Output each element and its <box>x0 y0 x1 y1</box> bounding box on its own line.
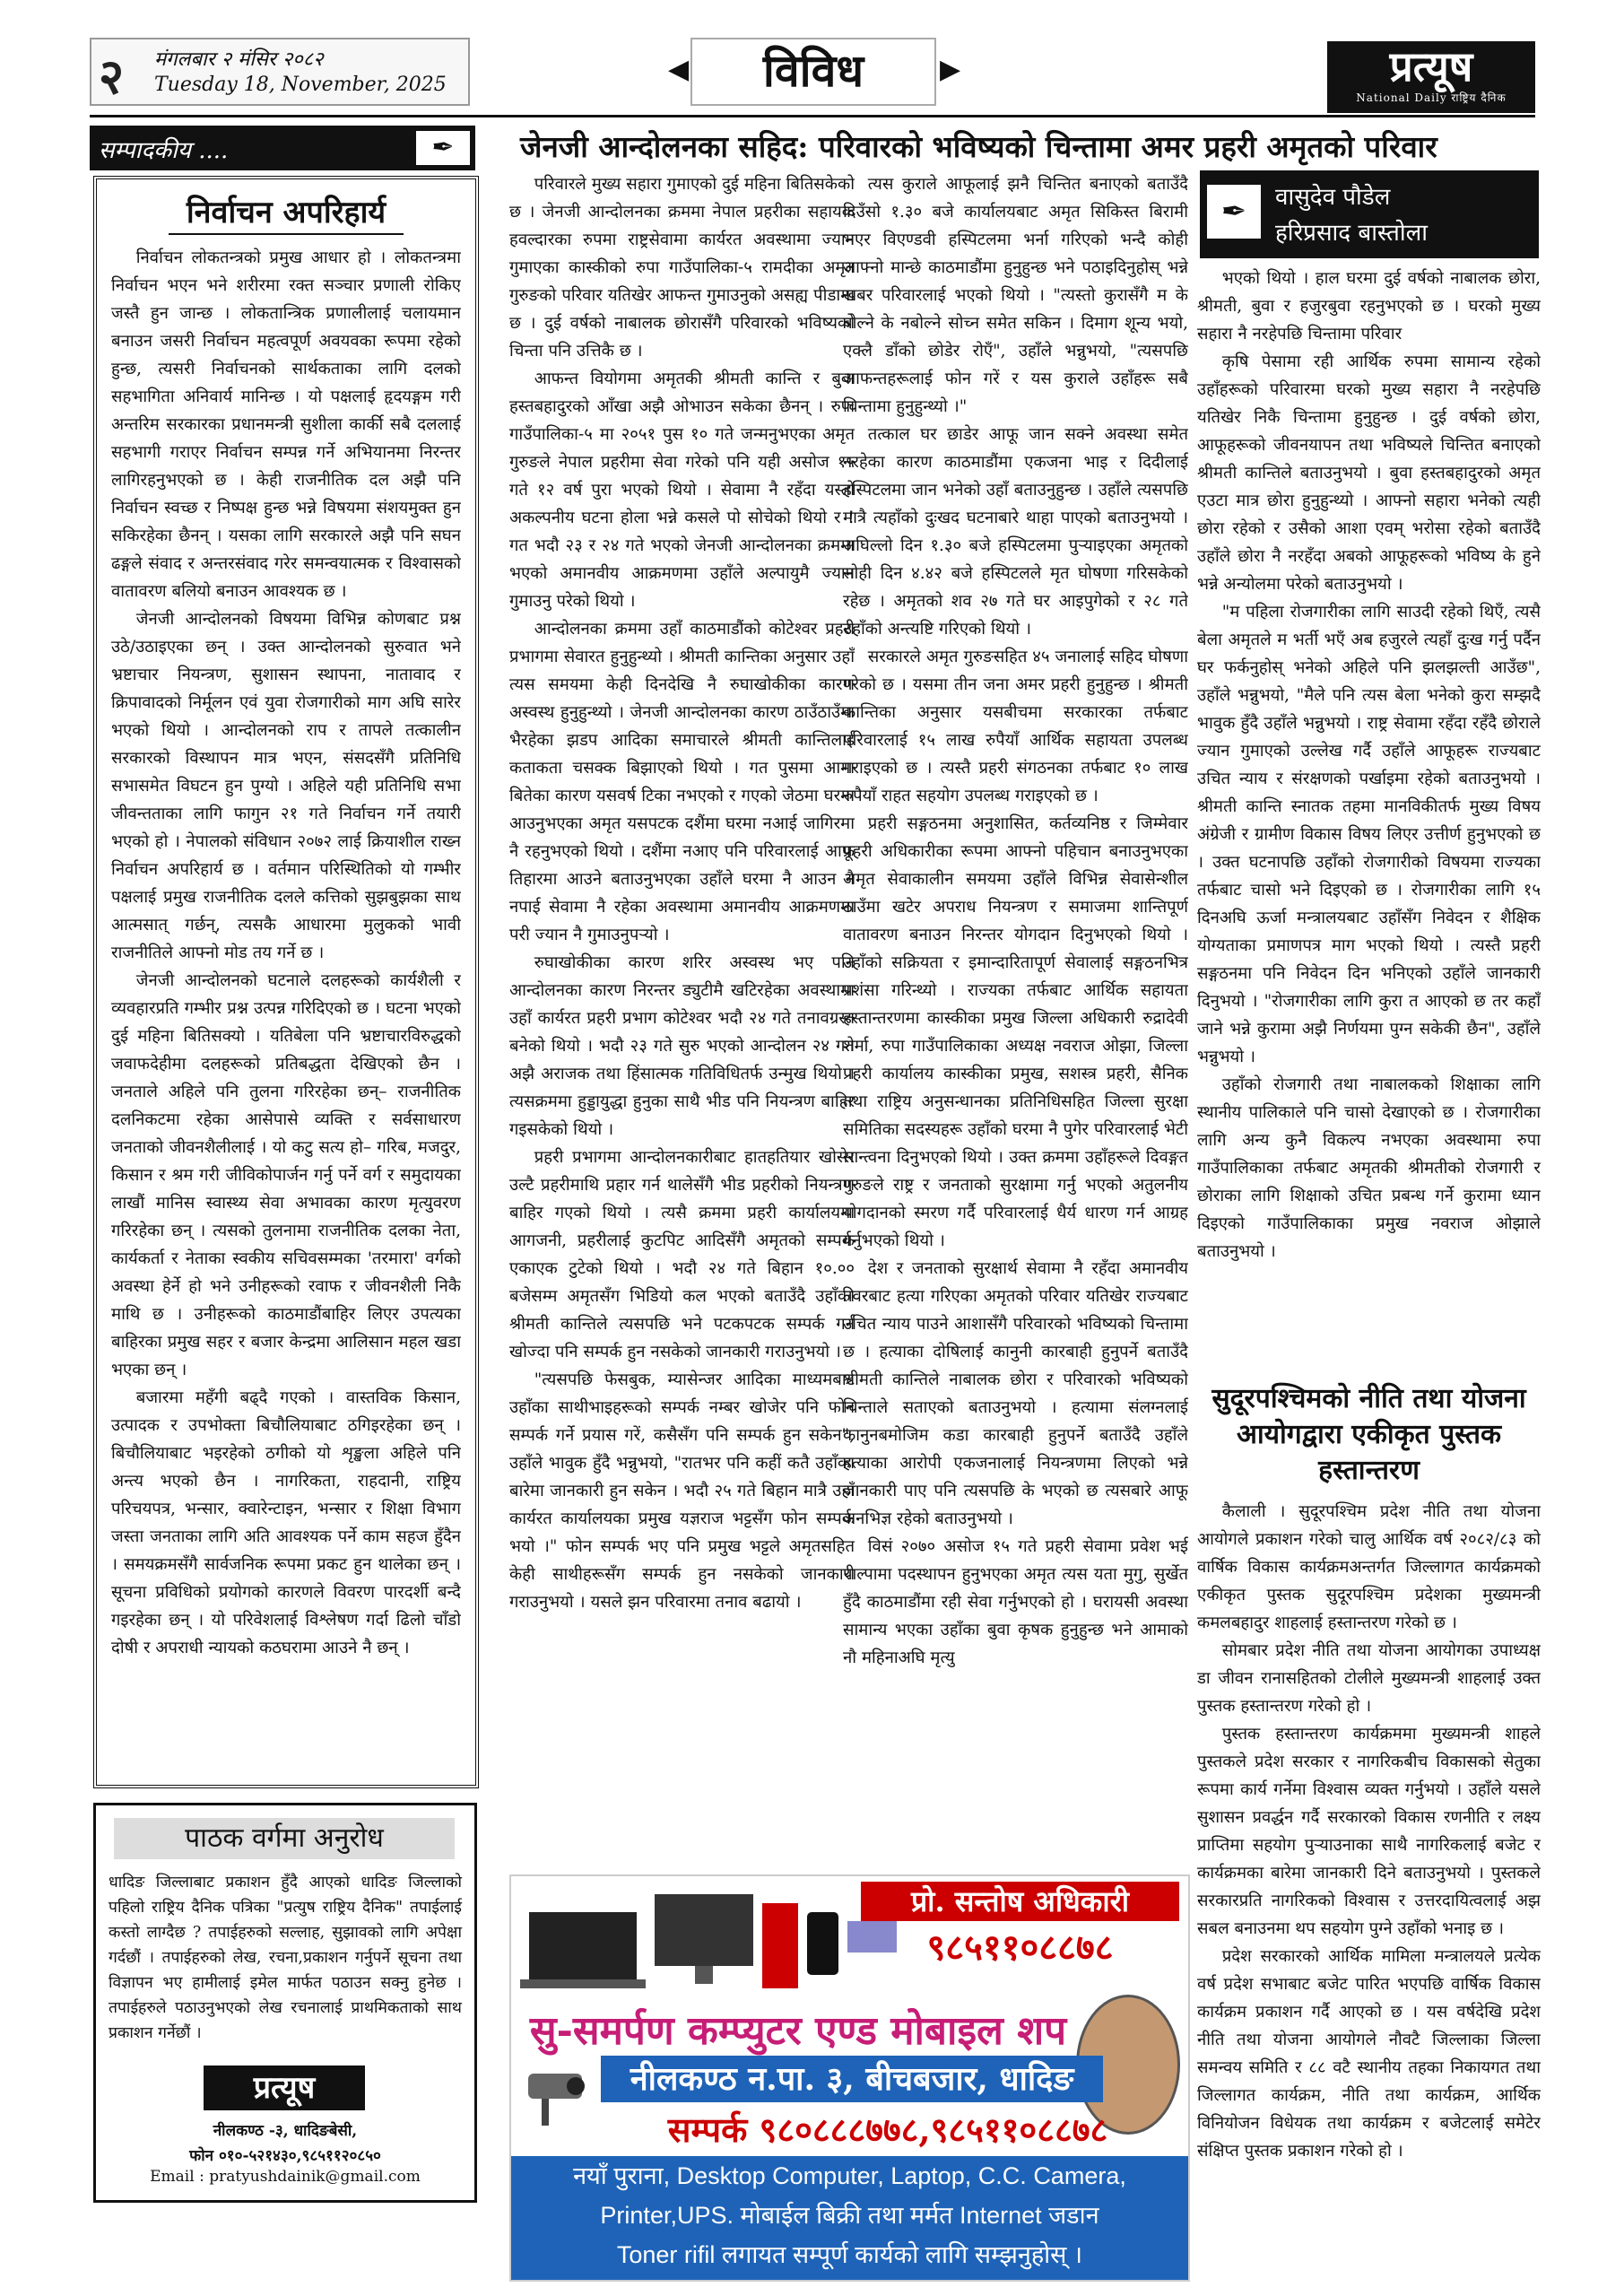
author-box <box>1200 170 1539 258</box>
editorial-label: सम्पादकीय .... <box>99 137 229 164</box>
date-english: Tuesday 18, November, 2025 <box>154 74 447 96</box>
ad-services <box>511 2156 1188 2280</box>
article-paragraph: उहाँको रोजगारी तथा नाबालकको शिक्षाका लागि स्थानीय पालिकाले पनि चासो देखाएको छ । रोजगारीका लागि अन्य कुनै विकल्प नभएका अवस्थामा रुपा गाउँपालिकाका तर्फबाट अमृतकी श्रीमतीको रोजगारी र छोराका लागि शिक्षाको उचित प्रबन्ध गर्ने कुरामा ध्यान दिइएको गाउँपालिकाका प्रमुख नवराज ओझाले बताउनुभयो । <box>1197 1075 1541 1261</box>
notice-email[interactable]: Email : pratyushdainik@gmail.com <box>150 2168 421 2186</box>
right-arrow-icon: ▶ <box>940 54 961 85</box>
ad-services-line: Toner rifil लगायत सम्पूर्ण कार्यको लागि सम्झनुहोस् । <box>616 2241 1083 2268</box>
editorial-paragraph: जेनजी आन्दोलनको विषयमा विभिन्न कोणबाट प्रश्न उठे/उठाइएका छन् । उक्त आन्दोलनको सुरुवात भने भ्रष्टाचार नियन्त्रण, सुशासन स्थापना, नातावाद र क्रिपावादको निर्मूलन एवं युवा रोजगारीको माग अघि सारेर भएको थियो । आन्दोलनको राप र तापले तत्कालीन सरकारको विस्थापन मात्र भएन, संसदसँगै प्रतिनिधि सभासमेत विघटन हुन पुग्यो । अहिले यही प्रतिनिधि सभा जीवन्तताका लागि फागुन २१ गते निर्वाचन गर्ने तयारी भएको हो । नेपालको संविधान २०७२ लाई क्रियाशील राख्न निर्वाचन अपरिहार्य छ । वर्तमान परिस्थितिको यो गम्भीर पक्षलाई प्रमुख राजनीतिक दलले कत्तिको सुझबुझका साथ आत्मसात् गर्छन्, त्यसकै आधारमा मुलुकको भावी राजनीतिले आफ्नो मोड तय गर्ने छ । <box>111 610 461 962</box>
editorial-box <box>93 176 479 1788</box>
logo-subtitle: National Daily राष्ट्रिय दैनिक <box>1356 91 1507 104</box>
cctv-camera-icon <box>524 2056 595 2145</box>
editorial-header <box>90 126 475 170</box>
article-paragraph: तत्काल घर छाडेर आफू जान सक्ने अवस्था समेत नरहेका कारण काठमाडौंमा एकजना भाइ र दिदीलाई हस्पिटलमा जान भनेको उहाँ बताउनुहुन्छ । उहाँले त्यसपछि मात्रै त्यहाँको दुःखद घटनाबारे थाहा पाएको बताउनुभयो । अघिल्लो दिन १.३० बजे हस्पिटलमा पुऱ्याइएका अमृतको सोही दिन ४.४२ बजे हस्पिटलले मृत घोषणा गरिसकेको रहेछ । अमृतको शव २७ गते घर आइपुगेको र २८ गते उहाँको अन्त्यष्टि गरिएको थियो । <box>843 425 1188 639</box>
editorial-paragraph: निर्वाचन लोकतन्त्रको प्रमुख आधार हो । लोकतन्त्रमा निर्वाचन भएन भने शरीरमा रक्त सञ्चार प्रणाली रोकिए जस्तै हुन जान्छ । लोकतान्त्रिक प्रणालीलाई चलायमान बनाउन जसरी निर्वाचन महत्वपूर्ण अवयवका रूपमा रहेको हुन्छ, त्यसरी निर्वाचनको सार्थकताका लागि दलको सहभागिता अनिवार्य मानिन्छ । यो पक्षलाई हृदयङ्गम गरी अन्तरिम सरकारका प्रधानमन्त्री सुशीला कार्की सबै दललाई सहभागी गराएर निर्वाचन सम्पन्न गर्ने अभियानमा निरन्तर लागिरहनुभएको छ । केही राजनीतिक दल अझै पनि निर्वाचन स्वच्छ र निष्पक्ष हुन्छ भन्ने विषयमा संशयमुक्त हुन सकिरहेका छैनन् । यसका लागि सरकारले अझै पनि सघन ढङ्गले संवाद र अन्तरसंवाद गरेर समन्वयात्मक र विश्वासको वातावरण बलियो बनाउन आवश्यक छ । <box>111 248 461 601</box>
monitor-icon <box>655 1894 753 1966</box>
news2-paragraph: पुस्तक हस्तान्तरण कार्यक्रममा मुख्यमन्त्री शाहले पुस्तकले प्रदेश सरकार र नागरिकबीच विकासको सेतुका रूपमा कार्य गर्नेमा विश्वास व्यक्त गर्नुभयो । उहाँले यसले सुशासन प्रवर्द्धन गर्दै सरकारको विकास रणनीति र लक्ष्य प्राप्तिमा सहयोग पुऱ्याउनाका साथै नागरिकलाई बजेट र कार्यक्रमका बारेमा जानकारी दिने बताउनुभयो । पुस्तकले सरकारप्रति नागरिकको विश्वास र उत्तरदायित्वलाई अझ सबल बनाउनमा थप सहयोग पुग्ने उहाँको भनाइ छ । <box>1197 1725 1541 1938</box>
devices-illustration <box>520 1885 915 2002</box>
computer-shop-ad[interactable] <box>509 1874 1190 2282</box>
editorial-title: निर्वाचन अपरिहार्य <box>186 195 386 230</box>
article-paragraph: प्रहरी प्रभागमा आन्दोलनकारीबाट हातहतियार खोसेर उल्टै प्रहरीमाथि प्रहार गर्न थालेसँगै भीड प्रहरीको नियन्त्रण बाहिर गएको थियो । त्यसै क्रममा प्रहरी कार्यालयमा आगजनी, प्रहरीलाई कुटपिट आदिसँगै अमृतको सम्पर्क एकाएक टुटेको थियो । भदौ २४ गते बिहान १०.०० बजेसम्म अमृतसँग भिडियो कल भएको बताउँदै उहाँकी श्रीमती कान्तिले त्यसपछि भने पटकपटक सम्पर्क गर्न खोज्दा पनि सम्पर्क हुन नसकेको जानकारी गराउनुभयो । <box>509 1148 855 1361</box>
news2-paragraph: कैलाली । सुदूरपश्चिम प्रदेश नीति तथा योजना आयोगले प्रकाशन गरेको चालु आर्थिक वर्ष २०८२/८३ को वार्षिक विकास कार्यक्रमअन्तर्गत जिल्लागत कार्यक्रमको एकीकृत पुस्तक सुदूरपश्चिम प्रदेशका मुख्यमन्त्री कमलबहादुर शाहलाई हस्तान्तरण गरेको छ । <box>1197 1502 1541 1632</box>
news2-paragraph: प्रदेश सरकारको आर्थिक मामिला मन्त्रालयले प्रत्येक वर्ष प्रदेश सभाबाट बजेट पारित भएपछि वार्षिक विकास कार्यक्रम प्रकाशन गर्दै आएको छ । यस वर्षदेखि प्रदेश नीति तथा योजना आयोगले नौवटै जिल्लाका जिल्ला समन्वय समिति र ८८ वटै स्थानीय तहका निकायगत तथा जिल्लागत कार्यक्रम, नीति तथा कार्यक्रम, आर्थिक विनियोजन विधेयक तथा कार्यक्रम र बजेटलाई समेटेर संक्षिप्त पुस्तक प्रकाशन गरेको हो । <box>1197 1947 1541 2161</box>
news2-paragraph: सोमबार प्रदेश नीति तथा योजना आयोगका उपाध्यक्ष डा जीवन रानासहितको टोलीले मुख्यमन्त्री शाहलाई उक्त पुस्तक हस्तान्तरण गरेको हो । <box>1197 1641 1541 1716</box>
editorial-body <box>111 244 461 1769</box>
ad-owner-name: प्रो. सन्तोष अधिकारी <box>861 1882 1179 1921</box>
logo-text: प्रत्यूष <box>1389 42 1473 91</box>
notice-text: धादिङ जिल्लाबाट प्रकाशन हुँदै आएको धादिङ जिल्लाको पहिलो राष्ट्रिय दैनिक पत्रिका "प्रत्युष राष्ट्रिय दैनिक" तपाईलाई कस्तो लाग्दैछ ? तपाईहरुको सल्लाह, सुझावको लागि अपेक्षा गर्दछौं । तपाईहरुको लेख, रचना,प्रकाशन गर्नुपर्ने सूचना तथा विज्ञापन भए हामीलाई इमेल मार्फत पठाउन सक्नु हुनेछ । तपाईहरुले पठाउनुभएको लेख रचनालाई प्राथमिकताको साथ प्रकाशन गर्नेछौं । <box>109 1874 462 2042</box>
news2-body <box>1197 1498 1541 2278</box>
editorial-paragraph: जेनजी आन्दोलनको घटनाले दलहरूको कार्यशैली र व्यवहारप्रति गम्भीर प्रश्न उत्पन्न गरिदिएको छ । घटना भएको दुई महिना बितिसक्यो । यतिबेला पनि भ्रष्टाचारविरुद्धको जवाफदेहीमा दलहरूको प्रतिबद्धता देखिएको छैन । जनताले अहिले पनि तुलना गरिरहेका छन्– राजनीतिक दलनिकटमा रहेका आसेपासे व्यक्ति र सर्वसाधारण जनताको जीवनशैलीलाई । यो कटु सत्य हो– गरिब, मजदुर, किसान र श्रम गरी जीविकोपार्जन गर्नु पर्ने वर्ग र समुदायका लाखौं मानिस स्वास्थ्य सेवा अभावका कारण मृत्युवरण गरिरहेका छन् । त्यसको तुलनामा राजनीतिक दलका नेता, कार्यकर्ता र नेताका स्वकीय सचिवसम्मका 'तरमारा' वर्गको अवस्था हेर्ने हो भने उनीहरूको रवाफ र जीवनशैली निकै माथि छ । उनीहरूको काठमाडौंबाहिर लिएर उपत्यका बाहिरका प्रमुख सहर र बजार केन्द्रमा आलिसान महल खडा भएका छन् । <box>111 971 461 1379</box>
page-number: २ <box>99 48 125 105</box>
header-divider <box>90 115 1535 117</box>
section-title: विविध <box>690 38 936 106</box>
notice-title: पाठक वर्गमा अनुरोध <box>114 1818 455 1859</box>
article-paragraph: आफन्त वियोगमा अमृतकी श्रीमती कान्ति र बुवा हस्तबहादुरको आँखा अझै ओभाउन सकेका छैनन् । रुपा गाउँपालिका-५ मा २०५१ पुस १० गते जन्मनुभएका अमृत गुरुङले नेपाल प्रहरीमा सेवा गरेको पनि यही असोज १५ गते १२ वर्ष पुरा भएको थियो । सेवामा नै रहँदा यस्तो अकल्पनीय घटना होला भन्ने कसले पो सोचेको थियो र ! गत भदौ २३ र २४ गते भएको जेनजी आन्दोलनका क्रममा भएको अमानवीय आक्रमणमा उहाँले अल्पायुमै ज्यान गुमाउनु परेको थियो । <box>509 370 855 611</box>
ad-services-line: Printer,UPS. मोबाईल बिक्री तथा मर्मत Internet जडान <box>600 2202 1099 2229</box>
article-paragraph: सरकारले अमृत गुरुङसहित ४५ जनालाई सहिद घोषणा गरेको छ । यसमा तीन जना अमर प्रहरी हुनुहुन्छ । श्रीमती कान्तिका अनुसार यसबीचमा सरकारका तर्फबाट परिवारलाई १५ लाख रुपैयाँ आर्थिक सहायता उपलब्ध गराइएको छ । त्यस्तै प्रहरी संगठनका तर्फबाट १० लाख रुपैयाँ राहत सहयोग उपलब्ध गराइएको छ । <box>843 648 1188 805</box>
article-paragraph: रुघाखोकीका कारण शरिर अस्वस्थ भए पनि आन्दोलनका कारण निरन्तर ड्युटीमै खटिरहेका अवस्थामा उहाँ कार्यरत प्रहरी प्रभाग कोटेश्वर भदौ २४ गते तनावग्रस्त बनेको थियो । भदौ २३ गते सुरु भएको आन्दोलन २४ गते अझै अराजक तथा हिंसात्मक गतिविधितर्फ उन्मुख थियो । त्यसक्रममा हुड्डायुद्धा हुनुका साथै भीड पनि नियन्त्रण बाहिर गइसकेको थियो । <box>509 953 855 1139</box>
title-underline <box>169 233 404 235</box>
ad-owner-phone: ९८५११०८८७८ <box>926 1926 1114 1969</box>
news2-headline: सुदूरपश्चिमको नीति तथा योजना आयोगद्वारा एकीकृत पुस्तक हस्तान्तरण <box>1211 1383 1526 1486</box>
left-arrow-icon: ◀ <box>668 54 690 85</box>
phone-icon <box>807 1912 838 1975</box>
article-paragraph: विसं २०७० असोज १५ गते प्रहरी सेवामा प्रवेश भई पाल्पामा पदस्थापन हुनुभएका अमृत त्यस यता मुगु, सुर्खेत हुँदै काठमाडौंमा रही सेवा गर्नुभएको हो । घरायसी अवस्था सामान्य भएका उहाँका बुवा कृषक हुनुहुन्छ भने आमाको नौ महिनाअघि मृत्यु <box>843 1537 1188 1667</box>
article-paragraph: त्यस कुराले आफूलाई झनै चिन्तित बनाएको बताउँदै दिउँसो १.३० बजे कार्यालयबाट अमृत सिकिस्त बिरामी भएर विएण्डवी हस्पिटलमा भर्ना गरिएको भन्दै कोही आफ्नो मान्छे काठमाडौंमा हुनुहुन्छ भने पठाइदिनुहोस् भन्ने खबर परिवारलाई भएको थियो । "त्यस्तो कुरासँगै म के बोल्ने के नबोल्ने सोच्न समेत सकिन । दिमाग शून्य भयो, एक्लै डाँको छोडेर रोएँ", उहाँले भन्नुभयो, "त्यसपछि आफन्तहरूलाई फोन गरें र यस कुराले उहाँहरू सबै चिन्तामा हुनुहुन्थ्यो ।" <box>843 175 1188 416</box>
laptop-icon <box>529 1912 637 1979</box>
article-column-3 <box>1197 265 1541 1368</box>
article-paragraph: देश र जनताको सुरक्षार्थ सेवामा नै रहँदा अमानवीय तवरबाट हत्या गरिएका अमृतको परिवार यतिखेर राज्यबाट उचित न्याय पाउने आशासँगै परिवारको भविष्यको चिन्तामा छ । हत्याका दोषिलाई कानुनी कारबाही हुनुपर्ने बताउँदै श्रीमती कान्तिले नाबालक छोरा र परिवारको भविष्यको चिन्ताले सताएको बताउनुभयो । हत्यामा संलग्नलाई कानुनबमोजिम कडा कारबाही हुनुपर्ने बताउँदै उहाँले हत्याका आरोपी एकजनालाई नियन्त्रणमा लिएको भन्ने जानकारी पाए पनि त्यसपछि के भएको छ त्यसबारे आफू अनभिज्ञ रहेको बताउनुभयो । <box>843 1259 1188 1528</box>
article-paragraph: "म पहिला रोजगारीका लागि साउदी रहेको थिएँ, त्यसै बेला अमृतले म भर्ती भएँ अब हजुरले त्यहाँ दुःख गर्नु पर्दैन घर फर्कनुहोस् भनेको अहिले पनि झलझल्ती आउँछ", उहाँले भन्नुभयो, "मैले पनि त्यस बेला भनेको कुरा सम्झदै भावुक हुँदै उहाँले भन्नुभयो । राष्ट्र सेवामा रहँदा रहँदै छोराले ज्यान गुमाएको उल्लेख गर्दै उहाँले आफूहरू राज्यबाट उचित न्याय र संरक्षणको पर्खाइमा रहेको बताउनुभयो । श्रीमती कान्ति स्नातक तहमा मानविकीतर्फ मुख्य विषय अंग्रेजी र ग्रामीण विकास विषय लिएर उत्तीर्ण हुनुभएको छ । उक्त घटनापछि उहाँको रोजगारीको विषयमा राज्यका तर्फबाट चासो भने दिइएको छ । रोजगारीका लागि १५ दिनअघि ऊर्जा मन्त्रालयबाट उहाँसँग निवेदन र शैक्षिक योग्यताका प्रमाणपत्र माग भएको थियो । त्यस्तै प्रहरी सङ्गठनमा पनि निवेदन दिन भनिएको उहाँले जानकारी दिनुभयो । "रोजगारीका लागि कुरा त आएको छ तर कहाँ जाने भन्ने कुरामा अझै निर्णयमा पुग्न सकेकी छैन", उहाँले भन्नुभयो । <box>1197 603 1541 1066</box>
article-paragraph: "त्यसपछि फेसबुक, म्यासेन्जर आदिका माध्यमबाट उहाँका साथीभाइहरूको सम्पर्क नम्बर खोजेर पनि फोन सम्पर्क गर्ने प्रयास गरें, कसैसँग पनि सम्पर्क हुन सकेन", उहाँले भावुक हुँदै भन्नुभयो, "रातभर पनि कहीं कतै उहाँका बारेमा जानकारी हुन सकेन । भदौ २५ गते बिहान मात्रै उहाँ कार्यरत कार्यालयका प्रमुख यज्ञराज भट्टसँग फोन सम्पर्क भयो ।" फोन सम्पर्क भए पनि प्रमुख भट्टले अमृतसहित केही साथीहरूसँग सम्पर्क हुन नसकेको जानकारी गराउनुभयो । यसले झन परिवारमा तनाव बढायो । <box>509 1370 855 1612</box>
author-name: हरिप्रसाद बास्तोला <box>1275 220 1428 247</box>
notice-phone: फोन ०१०-५२१४३०,९८५११२०८५० <box>189 2147 381 2165</box>
notice-address: नीलकण्ठ -३, धादिङबेसी, <box>213 2122 358 2140</box>
date-nepali: मंगलबार २ मंसिर २०८२ <box>154 48 324 71</box>
editorial-paragraph: बजारमा महँगी बढ्दै गएको । वास्तविक किसान, उत्पादक र उपभोक्ता बिचौलियाबाट ठगिइरहेका छन् । बिचौलियाबाट भइरहेको ठगीको यो शृङ्खला अहिले पनि अन्त्य भएको छैन । नागरिकता, राहदानी, राष्ट्रिय परिचयपत्र, भन्सार, क्वारेन्टाइन, भन्सार र शिक्षा विभाग जस्ता जनताका लागि अति आवश्यक पर्ने काम सहज हुँदैन । समयक्रमसँगै सार्वजनिक रूपमा प्रकट हुन थालेका छन् । सूचना प्रविधिको प्रयोगको कारणले विवरण पारदर्शी बन्दै गइरहेका छन् । यो परिवेशलाई विश्लेषण गर्दा ढिलो चाँडो दोषी र अपराधी न्यायको कठघरामा आउने नै छन् । <box>111 1388 461 1657</box>
ad-address: नीलकण्ठ न.पा. ३, बीचबजार, धादिङ <box>601 2056 1103 2102</box>
date-box <box>90 38 470 106</box>
pen-icon: ✒ <box>1207 185 1261 239</box>
tower-icon <box>762 1903 798 1988</box>
article-column-2 <box>843 170 1188 1839</box>
notice-logo: प्रत्यूष <box>204 2066 365 2110</box>
article-paragraph: आन्दोलनका क्रममा उहाँ काठमाडौंको कोटेश्वर प्रहरी प्रभागमा सेवारत हुनुहुन्थ्यो । श्रीमती कान्तिका अनुसार उहाँ त्यस समयमा केही दिनदेखि नै रुघाखोकीका कारण अस्वस्थ हुनुहुन्थ्यो । जेनजी आन्दोलनका कारण ठाउँठाउँमा भैरहेका झडप आदिका समाचारले श्रीमती कान्तिलाई कताकता चसक्क बिझाएको थियो । गत पुसमा आमा बितेका कारण यसवर्ष टिका नभएको र गएको जेठमा घरमा आउनुभएका अमृत यसपटक दशैंमा घरमा नआई जागिरमा नै रहनुभएको थियो । दशैंमा नआए पनि परिवारलाई आफू तिहारमा आउने बताउनुभएका उहाँले घरमा नै आउन नै नपाई सेवामा नै रहेका अवस्थामा अमानवीय आक्रमणमा परी ज्यान नै गुमाउनुपर्‍यो । <box>509 620 855 944</box>
article-paragraph: कृषि पेसामा रही आर्थिक रुपमा सामान्य रहेको उहाँहरूको परिवारमा घरको मुख्य सहारा नै नरहेपछि यतिखेर निकै चिन्तामा हुनुहुन्छ । दुई वर्षको छोरा, आफूहरूको जीवनयापन तथा भविष्यले चिन्तित बनाएको श्रीमती कान्तिले बताउनुभयो । बुवा हस्तबहादुरको अमृत एउटा मात्र छोरा हुनुहुन्थ्यो । आफ्नो सहारा भनेको त्यही छोरा रहेको र उसैको आशा एवम् भरोसा रहेको बताउँदै उहाँले छोरा नै नरहँदा अबको आफूहरूको भविष्य के हुने भन्ने अन्योलमा परेको बताउनुभयो । <box>1197 352 1541 594</box>
ad-contact: सम्पर्क ९८०८८८७७८,९८५११०८८७८ <box>667 2109 1108 2150</box>
masthead-logo <box>1327 41 1535 113</box>
ad-services-line: नयाँ पुराना, Desktop Computer, Laptop, C.C. Camera, <box>573 2162 1126 2189</box>
ad-shop-name: सु-समर्पण कम्प्युटर एण्ड मोबाइल शप <box>529 2008 1067 2054</box>
pen-icon: ✒ <box>416 131 470 165</box>
article-paragraph: परिवारले मुख्य सहारा गुमाएको दुई महिना बितिसकेको छ । जेनजी आन्दोलनका क्रममा नेपाल प्रहरीका सहायक हवल्दारका रुपमा राष्ट्रसेवामा कार्यरत अवस्थामा ज्यान गुमाएका कास्कीको रुपा गाउँपालिका-५ रामदीका अमृत गुरुङको परिवार यतिखेर आफन्त गुमाउनुको असह्य पीडामा छ । दुई वर्षको नाबालक छोरासँगै परिवारको भविष्यको चिन्ता पनि उत्तिकै छ । <box>509 175 855 361</box>
article-column-1 <box>509 170 855 1839</box>
article-paragraph: भएको थियो । हाल घरमा दुई वर्षको नाबालक छोरा, श्रीमती, बुवा र हजुरबुवा रहनुभएको छ । घरको मुख्य सहारा नै नरहेपछि चिन्तामा परिवार <box>1197 269 1541 344</box>
author-name: वासुदेव पौडेल <box>1275 184 1391 211</box>
article-paragraph: प्रहरी सङ्गठनमा अनुशासित, कर्तव्यनिष्ठ र जिम्मेवार प्रहरी अधिकारीका रूपमा आफ्नो पहिचान बनाउनुभएका अमृत सेवाकालीन समयमा उहाँले विभिन्न सेवासेन्शील ठाउँमा खटेर अपराध नियन्त्रण र समाजमा शान्तिपूर्ण वातावरण बनाउन निरन्तर योगदान दिनुभएको थियो । उहाँको सक्रियता र इमान्दारितापूर्ण सेवालाई सङ्गठनभित्र प्रशंसा गरिन्थ्यो । राज्यका तर्फबाट आर्थिक सहायता हस्तान्तरणमा कास्कीका प्रमुख जिल्ला अधिकारी रुद्रादेवी शर्मा, रुपा गाउँपालिकाका अध्यक्ष नवराज ओझा, जिल्ला प्रहरी कार्यालय कास्कीका प्रमुख, सशस्त्र प्रहरी, सैनिक तथा राष्ट्रिय अनुसन्धानका प्रतिनिधिसहित जिल्ला सुरक्षा समितिका सदस्यहरू उहाँको घरमा नै पुगेर परिवारलाई भेटी सान्त्वना दिनुभएको थियो । उक्त क्रममा उहाँहरूले दिवङ्गत गुरुङले राष्ट्र र जनताको सुरक्षामा गर्नु भएको अतुलनीय योगदानको स्मरण गर्दै परिवारलाई धैर्य धारण गर्न आग्रह गर्नुभएको थियो । <box>843 814 1188 1250</box>
reader-notice <box>93 1803 477 2203</box>
article-headline: जेनजी आन्दोलनका सहिद: परिवारको भविष्यको चिन्तामा अमर प्रहरी अमृतको परिवार <box>520 129 1437 164</box>
